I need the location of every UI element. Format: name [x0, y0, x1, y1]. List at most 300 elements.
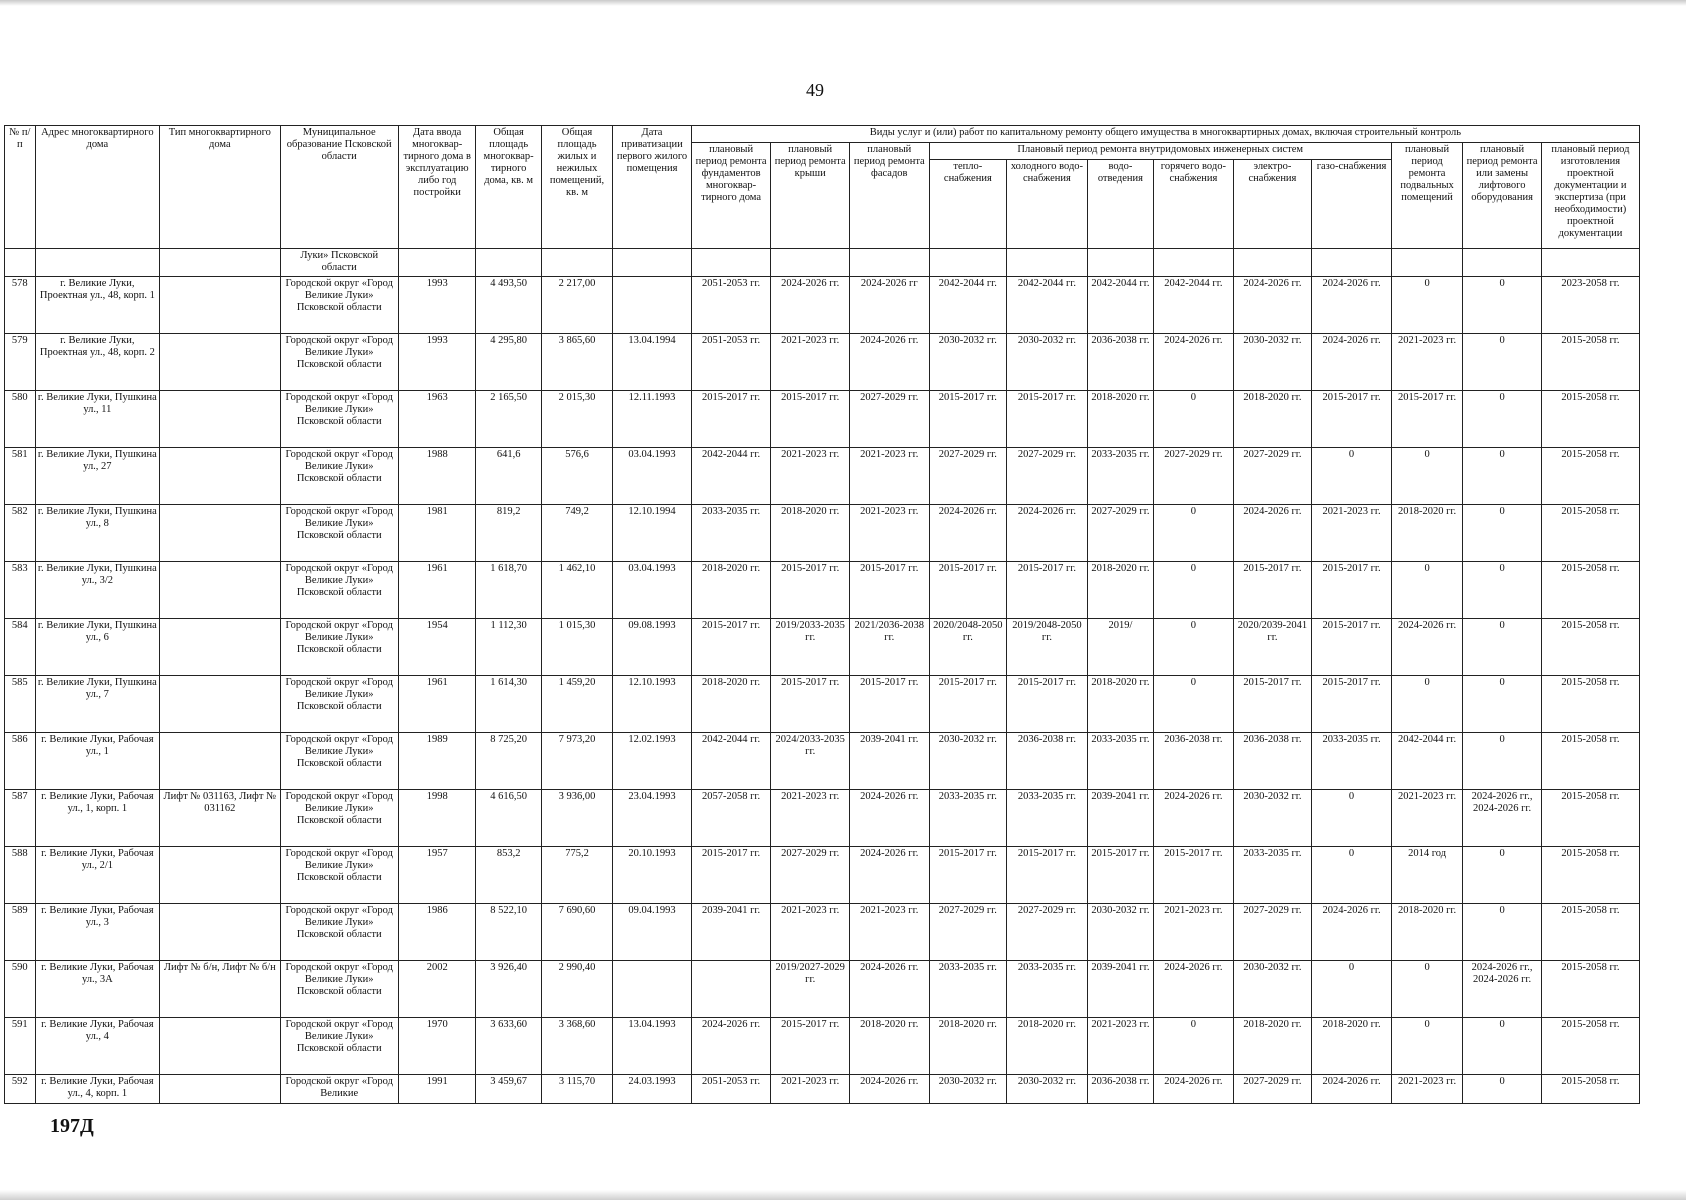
cell-address: г. Великие Луки, Рабочая ул., 1, корп. 1	[35, 790, 160, 847]
cell-basement: 2042-2044 гг.	[1391, 733, 1462, 790]
cell-electric: 2027-2029 гг.	[1233, 1075, 1312, 1104]
cell-cold-water: 2042-2044 гг.	[1007, 277, 1088, 334]
cell-municipality: Городской округ «Город Великие Луки» Псковской области	[280, 448, 398, 505]
cell-municipality: Городской округ «Город Великие	[280, 1075, 398, 1104]
cell-total-area: 3 459,67	[476, 1075, 541, 1104]
cell-elevator: 0	[1463, 847, 1542, 904]
cell-address: г. Великие Луки, Рабочая ул., 3А	[35, 961, 160, 1018]
cell-facade: 2024-2026 гг.	[849, 847, 929, 904]
cell-municipality: Городской округ «Город Великие Луки» Псковской области	[280, 1018, 398, 1075]
cell-year: 1993	[398, 277, 476, 334]
cell-address: г. Великие Луки, Рабочая ул., 2/1	[35, 847, 160, 904]
cell-privatization: 13.04.1994	[613, 334, 692, 391]
cell-elevator: 0	[1463, 391, 1542, 448]
cell-privatization	[613, 961, 692, 1018]
cell-type	[160, 904, 280, 961]
cell-total-area: 853,2	[476, 847, 541, 904]
cell-num: 588	[5, 847, 36, 904]
cell-cold-water: 2030-2032 гг.	[1007, 1075, 1088, 1104]
cell-drainage: 2015-2017 гг.	[1087, 847, 1153, 904]
cell-drainage: 2042-2044 гг.	[1087, 277, 1153, 334]
cell-basement: 2015-2017 гг.	[1391, 391, 1462, 448]
cell-design: 2015-2058 гг.	[1541, 505, 1639, 562]
cell-roof: 2027-2029 гг.	[771, 847, 850, 904]
cell-address: г. Великие Луки, Пушкина ул., 3/2	[35, 562, 160, 619]
cell-total-area: 1 112,30	[476, 619, 541, 676]
cell-design: 2015-2058 гг.	[1541, 847, 1639, 904]
cell-year: 1970	[398, 1018, 476, 1075]
scan-edge-top	[0, 0, 1686, 6]
cell-year: 1988	[398, 448, 476, 505]
cell-num: 578	[5, 277, 36, 334]
cell-drainage: 2018-2020 гг.	[1087, 562, 1153, 619]
cell-gas: 2015-2017 гг.	[1312, 391, 1392, 448]
cell-total-area: 2 165,50	[476, 391, 541, 448]
cell-foundation: 2042-2044 гг.	[691, 448, 771, 505]
cell-foundation: 2057-2058 гг.	[691, 790, 771, 847]
cell-cold-water: 2027-2029 гг.	[1007, 904, 1088, 961]
cell-elevator: 0	[1463, 1075, 1542, 1104]
cell-total-area: 1 618,70	[476, 562, 541, 619]
header-cold-water: холодного водо-снабжения	[1007, 160, 1088, 249]
cell-total-area: 4 616,50	[476, 790, 541, 847]
header-works-group: Виды услуг и (или) работ по капитальному ремонту общего имущества в многоквартирных домах, включая строительный контроль	[691, 126, 1639, 143]
cell-privatization: 09.08.1993	[613, 619, 692, 676]
header-total-area: Общая площадь многоквар-тирного дома, кв. м	[476, 126, 541, 249]
header-date-commission: Дата ввода многоквар-тирного дома в эксплуатацию либо год постройки	[398, 126, 476, 249]
cell-hot-water: 0	[1154, 391, 1234, 448]
cell-living-area: 3 115,70	[541, 1075, 612, 1104]
cell-elevator: 0	[1463, 505, 1542, 562]
cell-living-area: 1 462,10	[541, 562, 612, 619]
cell-basement: 0	[1391, 277, 1462, 334]
cell-living-area: 2 990,40	[541, 961, 612, 1018]
cell-municipality: Городской округ «Город Великие Луки» Псковской области	[280, 562, 398, 619]
cell-cold-water: 2024-2026 гг.	[1007, 505, 1088, 562]
cell-living-area: 749,2	[541, 505, 612, 562]
cell-municipality: Городской округ «Город Великие Луки» Псковской области	[280, 619, 398, 676]
cell-gas: 2024-2026 гг.	[1312, 334, 1392, 391]
continuation-municipality: Луки» Псковской области	[280, 249, 398, 277]
cell-year: 1998	[398, 790, 476, 847]
header-facade: плановый период ремонта фасадов	[849, 143, 929, 249]
table-row	[5, 961, 1640, 1018]
cell-address: г. Великие Луки, Пушкина ул., 6	[35, 619, 160, 676]
continuation-row	[5, 249, 1640, 277]
cell-electric: 2030-2032 гг.	[1233, 334, 1312, 391]
cell-total-area: 641,6	[476, 448, 541, 505]
cell-design: 2015-2058 гг.	[1541, 334, 1639, 391]
cell-type: Лифт № 031163, Лифт № 031162	[160, 790, 280, 847]
cell-facade: 2021/2036-2038 гг.	[849, 619, 929, 676]
cell-foundation: 2015-2017 гг.	[691, 619, 771, 676]
cell-foundation: 2042-2044 гг.	[691, 733, 771, 790]
cell-address: г. Великие Луки, Проектная ул., 48, корп. 1	[35, 277, 160, 334]
cell-basement: 0	[1391, 961, 1462, 1018]
cell-heat: 2042-2044 гг.	[929, 277, 1007, 334]
cell-num: 590	[5, 961, 36, 1018]
cell-design: 2015-2058 гг.	[1541, 1075, 1639, 1104]
cell-gas: 2024-2026 гг.	[1312, 904, 1392, 961]
cell-heat: 2027-2029 гг.	[929, 448, 1007, 505]
table-row	[5, 790, 1640, 847]
header-systems-group: Плановый период ремонта внутридомовых инженерных систем	[929, 143, 1391, 160]
cell-num: 586	[5, 733, 36, 790]
cell-design: 2015-2058 гг.	[1541, 676, 1639, 733]
cell-cold-water: 2019/2048-2050 гг.	[1007, 619, 1088, 676]
cell-year: 1986	[398, 904, 476, 961]
cell-living-area: 7 973,20	[541, 733, 612, 790]
cell-total-area: 1 614,30	[476, 676, 541, 733]
cell-roof: 2021-2023 гг.	[771, 904, 850, 961]
table-row	[5, 505, 1640, 562]
cell-address: г. Великие Луки, Проектная ул., 48, корп. 2	[35, 334, 160, 391]
cell-address: г. Великие Луки, Рабочая ул., 4	[35, 1018, 160, 1075]
cell-year: 1961	[398, 676, 476, 733]
cell-electric: 2024-2026 гг.	[1233, 277, 1312, 334]
cell-hot-water: 2024-2026 гг.	[1154, 334, 1234, 391]
cell-gas: 2015-2017 гг.	[1312, 676, 1392, 733]
cell-type	[160, 847, 280, 904]
table-row	[5, 391, 1640, 448]
cell-address: г. Великие Луки, Пушкина ул., 8	[35, 505, 160, 562]
cell-roof: 2021-2023 гг.	[771, 1075, 850, 1104]
cell-heat: 2018-2020 гг.	[929, 1018, 1007, 1075]
cell-living-area: 3 368,60	[541, 1018, 612, 1075]
cell-num: 583	[5, 562, 36, 619]
cell-electric: 2024-2026 гг.	[1233, 505, 1312, 562]
cell-elevator: 0	[1463, 904, 1542, 961]
cell-hot-water: 0	[1154, 562, 1234, 619]
cell-hot-water: 2042-2044 гг.	[1154, 277, 1234, 334]
cell-num: 587	[5, 790, 36, 847]
cell-design: 2015-2058 гг.	[1541, 448, 1639, 505]
cell-living-area: 1 015,30	[541, 619, 612, 676]
cell-facade: 2024-2026 гг.	[849, 1075, 929, 1104]
cell-roof: 2015-2017 гг.	[771, 1018, 850, 1075]
cell-gas: 2018-2020 гг.	[1312, 1018, 1392, 1075]
header-hot-water: горячего водо-снабжения	[1154, 160, 1234, 249]
cell-roof: 2018-2020 гг.	[771, 505, 850, 562]
cell-address: г. Великие Луки, Пушкина ул., 27	[35, 448, 160, 505]
header-basement: плановый период ремонта подвальных помещений	[1391, 143, 1462, 249]
cell-cold-water: 2015-2017 гг.	[1007, 847, 1088, 904]
header-design-docs: плановый период изготовления проектной документации и экспертиза (при необходимости) проектной документации	[1541, 143, 1639, 249]
cell-living-area: 576,6	[541, 448, 612, 505]
footer-code: 197Д	[50, 1115, 94, 1137]
page-number: 49	[806, 80, 824, 100]
cell-design: 2015-2058 гг.	[1541, 391, 1639, 448]
cell-heat: 2030-2032 гг.	[929, 733, 1007, 790]
cell-municipality: Городской округ «Город Великие Луки» Псковской области	[280, 733, 398, 790]
cell-cold-water: 2027-2029 гг.	[1007, 448, 1088, 505]
cell-elevator: 0	[1463, 619, 1542, 676]
cell-electric: 2018-2020 гг.	[1233, 391, 1312, 448]
cell-year: 1957	[398, 847, 476, 904]
cell-basement: 0	[1391, 562, 1462, 619]
cell-basement: 2021-2023 гг.	[1391, 1075, 1462, 1104]
cell-year: 1961	[398, 562, 476, 619]
cell-heat: 2033-2035 гг.	[929, 790, 1007, 847]
cell-type	[160, 277, 280, 334]
cell-electric: 2018-2020 гг.	[1233, 1018, 1312, 1075]
cell-electric: 2030-2032 гг.	[1233, 790, 1312, 847]
cell-gas: 2024-2026 гг.	[1312, 277, 1392, 334]
header-roof: плановый период ремонта крыши	[771, 143, 850, 249]
table-row	[5, 733, 1640, 790]
cell-facade: 2021-2023 гг.	[849, 904, 929, 961]
cell-type	[160, 334, 280, 391]
cell-privatization	[613, 277, 692, 334]
cell-drainage: 2039-2041 гг.	[1087, 790, 1153, 847]
cell-roof: 2024/2033-2035 гг.	[771, 733, 850, 790]
cell-gas: 2021-2023 гг.	[1312, 505, 1392, 562]
cell-living-area: 2 217,00	[541, 277, 612, 334]
cell-type	[160, 1018, 280, 1075]
cell-municipality: Городской округ «Город Великие Луки» Псковской области	[280, 391, 398, 448]
table-row	[5, 904, 1640, 961]
cell-num: 592	[5, 1075, 36, 1104]
cell-foundation: 2015-2017 гг.	[691, 391, 771, 448]
cell-design: 2015-2058 гг.	[1541, 904, 1639, 961]
header-num: № п/п	[5, 126, 36, 249]
cell-roof: 2015-2017 гг.	[771, 676, 850, 733]
cell-type	[160, 505, 280, 562]
cell-heat: 2015-2017 гг.	[929, 847, 1007, 904]
cell-roof: 2021-2023 гг.	[771, 790, 850, 847]
cell-gas: 0	[1312, 847, 1392, 904]
table-row	[5, 448, 1640, 505]
cell-drainage: 2019/	[1087, 619, 1153, 676]
cell-gas: 2015-2017 гг.	[1312, 619, 1392, 676]
cell-elevator: 2024-2026 гг., 2024-2026 гг.	[1463, 790, 1542, 847]
cell-facade: 2024-2026 гг.	[849, 790, 929, 847]
cell-municipality: Городской округ «Город Великие Луки» Псковской области	[280, 676, 398, 733]
cell-facade: 2024-2026 гг.	[849, 961, 929, 1018]
cell-gas: 2033-2035 гг.	[1312, 733, 1392, 790]
cell-num: 581	[5, 448, 36, 505]
cell-electric: 2036-2038 гг.	[1233, 733, 1312, 790]
cell-drainage: 2018-2020 гг.	[1087, 391, 1153, 448]
cell-year: 1963	[398, 391, 476, 448]
cell-elevator: 0	[1463, 1018, 1542, 1075]
cell-cold-water: 2033-2035 гг.	[1007, 961, 1088, 1018]
cell-total-area: 4 493,50	[476, 277, 541, 334]
cell-hot-water: 2024-2026 гг.	[1154, 790, 1234, 847]
cell-facade: 2015-2017 гг.	[849, 562, 929, 619]
table-row	[5, 847, 1640, 904]
cell-privatization: 24.03.1993	[613, 1075, 692, 1104]
cell-hot-water: 2036-2038 гг.	[1154, 733, 1234, 790]
cell-cold-water: 2015-2017 гг.	[1007, 562, 1088, 619]
cell-privatization: 13.04.1993	[613, 1018, 692, 1075]
table-row	[5, 562, 1640, 619]
cell-address: г. Великие Луки, Пушкина ул., 7	[35, 676, 160, 733]
cell-year: 1981	[398, 505, 476, 562]
cell-year: 2002	[398, 961, 476, 1018]
cell-type	[160, 733, 280, 790]
cell-drainage: 2030-2032 гг.	[1087, 904, 1153, 961]
cell-basement: 0	[1391, 676, 1462, 733]
cell-facade: 2021-2023 гг.	[849, 505, 929, 562]
cell-cold-water: 2015-2017 гг.	[1007, 676, 1088, 733]
cell-year: 1989	[398, 733, 476, 790]
cell-drainage: 2018-2020 гг.	[1087, 676, 1153, 733]
cell-living-area: 3 936,00	[541, 790, 612, 847]
cell-year: 1954	[398, 619, 476, 676]
cell-basement: 2024-2026 гг.	[1391, 619, 1462, 676]
header-heat: тепло-снабжения	[929, 160, 1007, 249]
cell-cold-water: 2033-2035 гг.	[1007, 790, 1088, 847]
cell-basement: 2021-2023 гг.	[1391, 790, 1462, 847]
header-address: Адрес многоквартирного дома	[35, 126, 160, 249]
table-row	[5, 1075, 1640, 1104]
cell-gas: 0	[1312, 790, 1392, 847]
cell-heat: 2027-2029 гг.	[929, 904, 1007, 961]
cell-privatization: 23.04.1993	[613, 790, 692, 847]
cell-foundation: 2015-2017 гг.	[691, 847, 771, 904]
cell-type	[160, 391, 280, 448]
cell-design: 2015-2058 гг.	[1541, 790, 1639, 847]
table-row	[5, 619, 1640, 676]
cell-privatization: 12.11.1993	[613, 391, 692, 448]
cell-design: 2015-2058 гг.	[1541, 733, 1639, 790]
cell-total-area: 8 522,10	[476, 904, 541, 961]
cell-basement: 0	[1391, 1018, 1462, 1075]
cell-hot-water: 0	[1154, 676, 1234, 733]
cell-living-area: 3 865,60	[541, 334, 612, 391]
cell-facade: 2015-2017 гг.	[849, 676, 929, 733]
cell-basement: 0	[1391, 448, 1462, 505]
cell-electric: 2027-2029 гг.	[1233, 904, 1312, 961]
cell-privatization: 12.02.1993	[613, 733, 692, 790]
cell-roof: 2015-2017 гг.	[771, 562, 850, 619]
cell-municipality: Городской округ «Город Великие Луки» Псковской области	[280, 790, 398, 847]
cell-roof: 2019/2033-2035 гг.	[771, 619, 850, 676]
cell-living-area: 775,2	[541, 847, 612, 904]
cell-heat: 2024-2026 гг.	[929, 505, 1007, 562]
cell-drainage: 2036-2038 гг.	[1087, 334, 1153, 391]
cell-design: 2015-2058 гг.	[1541, 562, 1639, 619]
cell-hot-water: 2024-2026 гг.	[1154, 961, 1234, 1018]
cell-facade: 2021-2023 гг.	[849, 448, 929, 505]
cell-drainage: 2033-2035 гг.	[1087, 733, 1153, 790]
cell-elevator: 0	[1463, 448, 1542, 505]
cell-gas: 2024-2026 гг.	[1312, 1075, 1392, 1104]
cell-municipality: Городской округ «Город Великие Луки» Псковской области	[280, 904, 398, 961]
cell-num: 589	[5, 904, 36, 961]
header-municipality: Муниципальное образование Псковской области	[280, 126, 398, 249]
cell-address: г. Великие Луки, Рабочая ул., 1	[35, 733, 160, 790]
cell-municipality: Городской округ «Город Великие Луки» Псковской области	[280, 847, 398, 904]
cell-gas: 0	[1312, 961, 1392, 1018]
cell-hot-water: 0	[1154, 505, 1234, 562]
cell-type	[160, 1075, 280, 1104]
header-foundation: плановый период ремонта фундаментов многоквар-тирного дома	[691, 143, 771, 249]
cell-living-area: 7 690,60	[541, 904, 612, 961]
cell-cold-water: 2018-2020 гг.	[1007, 1018, 1088, 1075]
cell-drainage: 2039-2041 гг.	[1087, 961, 1153, 1018]
cell-year: 1991	[398, 1075, 476, 1104]
table-row	[5, 676, 1640, 733]
cell-basement: 2018-2020 гг.	[1391, 505, 1462, 562]
cell-cold-water: 2030-2032 гг.	[1007, 334, 1088, 391]
cell-type	[160, 619, 280, 676]
cell-foundation: 2039-2041 гг.	[691, 904, 771, 961]
scan-edge-bottom	[0, 1190, 1686, 1200]
cell-foundation: 2024-2026 гг.	[691, 1018, 771, 1075]
cell-foundation: 2033-2035 гг.	[691, 505, 771, 562]
cell-living-area: 1 459,20	[541, 676, 612, 733]
cell-num: 591	[5, 1018, 36, 1075]
cell-roof: 2021-2023 гг.	[771, 334, 850, 391]
table-row	[5, 277, 1640, 334]
cell-type	[160, 448, 280, 505]
cell-type	[160, 562, 280, 619]
cell-design: 2015-2058 гг.	[1541, 1018, 1639, 1075]
cell-privatization: 03.04.1993	[613, 562, 692, 619]
cell-elevator: 0	[1463, 676, 1542, 733]
cell-design: 2015-2058 гг.	[1541, 961, 1639, 1018]
cell-total-area: 3 926,40	[476, 961, 541, 1018]
cell-type: Лифт № б/н, Лифт № б/н	[160, 961, 280, 1018]
cell-foundation	[691, 961, 771, 1018]
cell-electric: 2027-2029 гг.	[1233, 448, 1312, 505]
cell-address: г. Великие Луки, Рабочая ул., 4, корп. 1	[35, 1075, 160, 1104]
cell-num: 580	[5, 391, 36, 448]
cell-heat: 2030-2032 гг.	[929, 1075, 1007, 1104]
cell-hot-water: 2021-2023 гг.	[1154, 904, 1234, 961]
cell-municipality: Городской округ «Город Великие Луки» Псковской области	[280, 334, 398, 391]
cell-num: 585	[5, 676, 36, 733]
cell-address: г. Великие Луки, Рабочая ул., 3	[35, 904, 160, 961]
cell-facade: 2027-2029 гг.	[849, 391, 929, 448]
cell-gas: 0	[1312, 448, 1392, 505]
cell-num: 579	[5, 334, 36, 391]
cell-total-area: 819,2	[476, 505, 541, 562]
cell-elevator: 0	[1463, 562, 1542, 619]
cell-roof: 2024-2026 гг.	[771, 277, 850, 334]
cell-facade: 2024-2026 гг.	[849, 334, 929, 391]
cell-design: 2023-2058 гг.	[1541, 277, 1639, 334]
cell-hot-water: 0	[1154, 1018, 1234, 1075]
cell-roof: 2019/2027-2029 гг.	[771, 961, 850, 1018]
cell-drainage: 2036-2038 гг.	[1087, 1075, 1153, 1104]
cell-privatization: 09.04.1993	[613, 904, 692, 961]
cell-num: 582	[5, 505, 36, 562]
cell-heat: 2030-2032 гг.	[929, 334, 1007, 391]
cell-foundation: 2051-2053 гг.	[691, 334, 771, 391]
header-living-area: Общая площадь жилых и нежилых помещений, кв. м	[541, 126, 612, 249]
cell-electric: 2015-2017 гг.	[1233, 562, 1312, 619]
cell-heat: 2033-2035 гг.	[929, 961, 1007, 1018]
table-row	[5, 1018, 1640, 1075]
header-elevator: плановый период ремонта или замены лифтового оборудования	[1463, 143, 1542, 249]
cell-elevator: 0	[1463, 733, 1542, 790]
cell-privatization: 20.10.1993	[613, 847, 692, 904]
cell-municipality: Городской округ «Город Великие Луки» Псковской области	[280, 277, 398, 334]
cell-drainage: 2027-2029 гг.	[1087, 505, 1153, 562]
cell-electric: 2015-2017 гг.	[1233, 676, 1312, 733]
repair-program-table	[4, 125, 1640, 1104]
cell-year: 1993	[398, 334, 476, 391]
cell-gas: 2015-2017 гг.	[1312, 562, 1392, 619]
cell-basement: 2021-2023 гг.	[1391, 334, 1462, 391]
cell-total-area: 3 633,60	[476, 1018, 541, 1075]
cell-hot-water: 2027-2029 гг.	[1154, 448, 1234, 505]
cell-privatization: 12.10.1994	[613, 505, 692, 562]
header-privatization-date: Дата приватизации первого жилого помещения	[613, 126, 692, 249]
